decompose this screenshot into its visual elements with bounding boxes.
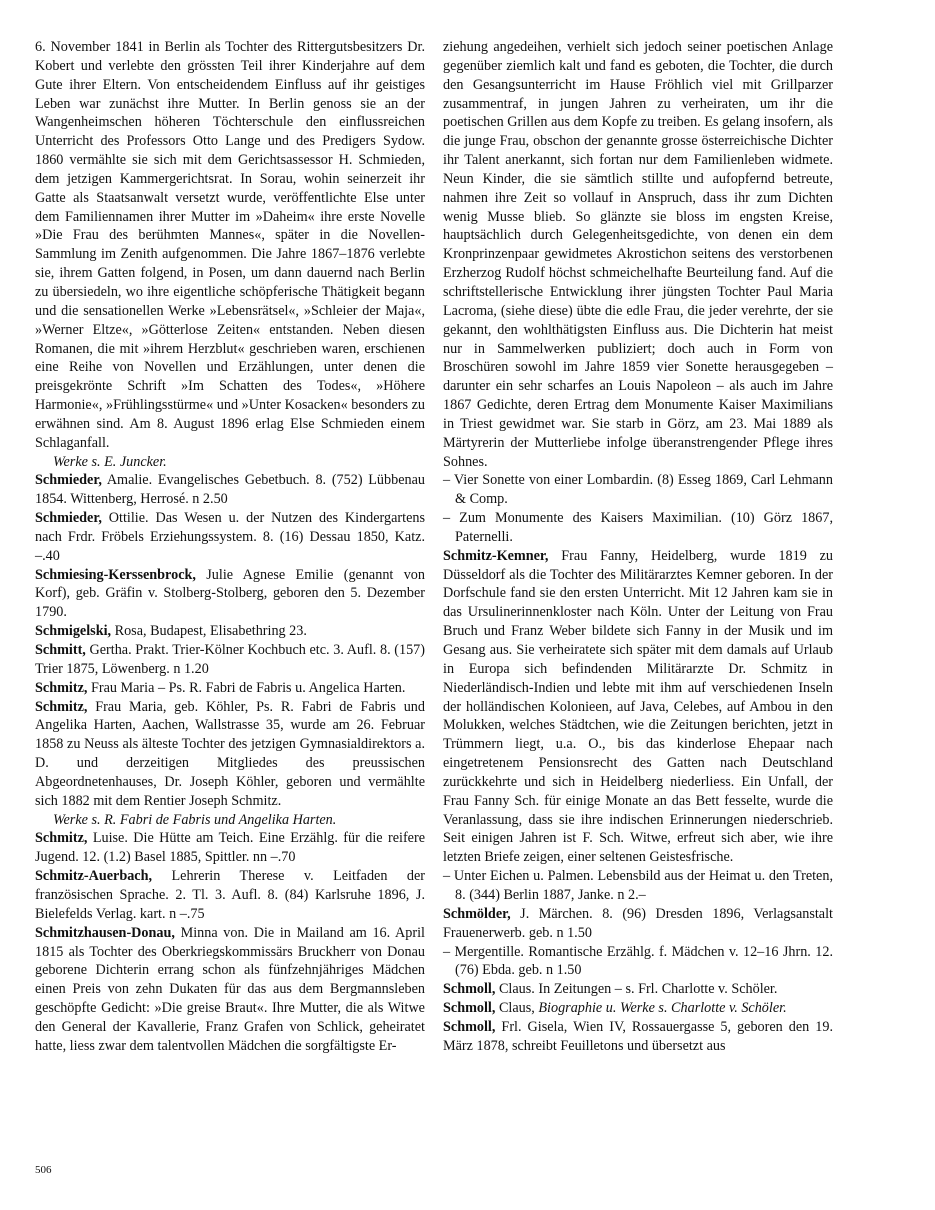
headword: Schmitz-Auerbach, (35, 868, 153, 885)
headword: Schmitzhausen-Donau, (35, 924, 175, 941)
headword: Schmölder, (443, 905, 511, 922)
entry-text: Frau Maria, geb. Köhler, Ps. R. Fabri de Fabris und Angelika Harten, Aachen, Wallstrasse 35, wurde am 26. Februar 1858 zu Neuss als älteste Tochter des jetzigen Gymnasialdirektors a. D. und derzeitigen Mitgliedes des preussischen Abgeordnetenhauses, Dr. Joseph Köhler, geboren und vermählte sich 1882 mit dem Rentier Joseph Schmitz. (35, 698, 425, 809)
entry-schmoelder (443, 905, 833, 943)
headword: Schmoll, (443, 981, 496, 998)
work-item: – Vier Sonette von einer Lombardin. (8) Esseg 1869, Carl Lehmann & Comp. (443, 472, 833, 508)
headword: Schmitt, (35, 642, 86, 658)
entry-text: Ottilie. Das Wesen u. der Nutzen des Kindergartens nach Frdr. Fröbels Erziehungssystem. 8. (16) Dessau 1850, Katz. –.40 (35, 510, 425, 564)
entry-schmoll-gisela (443, 1018, 833, 1056)
entry-text: Claus. In Zeitungen – s. Frl. Charlotte v. Schöler. (495, 981, 778, 998)
page-number: 506 (35, 1164, 52, 1176)
entry-schmiesing (35, 566, 425, 623)
entry-schmieder-ottilie (35, 509, 425, 566)
headword: Schmitz, (35, 830, 88, 847)
entry-text: Amalie. Evangelisches Gebetbuch. 8. (752) Lübbenau 1854. Wittenberg, Herrosé. n 2.50 (35, 472, 425, 508)
headword: Schmitz, (35, 698, 88, 715)
left-column (35, 38, 425, 1056)
entry-schmoll-claus-1 (443, 980, 833, 999)
entry-schmigelski (35, 622, 425, 641)
entry-schmitz-maria-ps (35, 679, 425, 698)
entry-schmitzhausen-donau (35, 924, 425, 1056)
entry-continuation: 6. November 1841 in Berlin als Tochter des Rittergutsbesitzers Dr. Kobert und verlebte den grössten Teil ihrer Kinderjahre auf dem Gute ihrer Eltern. Von entscheidendem Einfluss auf ihr geistiges Leben war zunächst ihre Mutter. In Berlin genoss sie an der Wangenheimschen höheren Töchterschule den einflussreichen Unterricht des Professors Otto Lange und des Predigers Sydow. 1860 vermählte sie sich mit dem Gerichtsassessor H. Schmieden, dem jetzigen Kammergerichtsrat. In Sorau, wohin seinerzeit ihr Gatte als Staatsanwalt versetzt wurde, veröffentlichte Else unter dem Familiennamen ihrer Mutter im »Daheim« ihre erste Novelle »Die Frau des berühmten Mannes«, später in die Novellen-Sammlung im Zenith aufgenommen. Die Jahre 1867–1876 verlebte sie, ihrem Gatten folgend, in Posen, um dann dauernd nach Berlin zu übersiedeln, wo ihre eigentliche schöpferische Thätigkeit begann und die sensationellen Werke »Lebensrätsel«, »Schleier der Maja«, »Werner Eltze«, »Götterlose Zeiten« entstanden. Neben diesen Romanen, die mit »ihrem Herzblut« geschrieben waren, erschienen eine Reihe von Novellen und Erzählungen, unter denen die preisgekrönte Schrift »Im Schatten des Todes«, »Höhere Harmonie«, »Frühlingsstürme« und »Unter Kosacken« besonders zu erwähnen sind. Am 8. August 1896 erlag Else Schmieden einem Schlaganfall. (35, 39, 425, 451)
entry-schmitz-maria (35, 698, 425, 811)
headword: Schmoll, (443, 1000, 496, 1017)
entry-text: Lehrerin Therese v. Leitfaden der französischen Sprache. 2. Tl. 3. Aufl. 8. (84) Karlsruhe 1896, J. Bielefelds Verlag. kart. n –.75 (35, 868, 425, 922)
headword: Schmitz, (35, 679, 88, 696)
entry-text: Julie Agnese Emilie (genannt von Korf), geb. Gräfin v. Stolberg-Stolberg, geboren den 5. Dezember 1790. (35, 566, 425, 621)
entry-schmitt (35, 641, 425, 679)
work-item: – Mergentille. Romantische Erzählg. f. Mädchen v. 12–16 Jhrn. 12. (76) Ebda. geb. n 1.50 (443, 943, 833, 979)
work-item: – Zum Monumente des Kaisers Maximilian. (10) Görz 1867, Paternelli. (443, 510, 833, 545)
entry-schmitz-auerbach (35, 867, 425, 924)
entry-text: J. Märchen. 8. (96) Dresden 1896, Verlagsanstalt Frauenerwerb. geb. n 1.50 (443, 905, 833, 941)
headword: Schmoll, (443, 1018, 496, 1035)
entry-schmitz-luise (35, 829, 425, 867)
headword: Schmigelski, (35, 623, 112, 640)
entry-text: Rosa, Budapest, Elisabethring 23. (111, 623, 307, 640)
entry-text: Minna von. Die in Mailand am 16. April 1815 als Tochter des Oberkriegskommissärs Bruckherr von Donau geborene Dichterin errang schon als fünfzehnjähriges Mädchen einen Preis von zehn Dukaten für das aus dem Bergmannsleben geschöpfte Gedicht: »Die greise Braut«. Ihre Mutter, die als Witwe den General der Kavallerie, Franz Grafen von Schlick, geheiratet hatte, liess zwar dem talentvollen Mädchen die sorgfältigste Er- (35, 924, 425, 1054)
headword: Schmiesing-Kerssenbrock, (35, 566, 196, 583)
entry-text: Gertha. Prakt. Trier-Kölner Kochbuch etc. 3. Aufl. 8. (157) Trier 1875, Löwenberg. n 1.20 (35, 642, 425, 677)
works-reference: Werke s. E. Juncker. (53, 453, 167, 470)
entry-text: Luise. Die Hütte am Teich. Eine Erzählg. für die reifere Jugend. 12. (1.2) Basel 1885, Spittler. nn –.70 (35, 830, 425, 866)
entry-schmoll-claus-2 (443, 999, 833, 1018)
entry-schmieder-amalie (35, 471, 425, 509)
headword: Schmitz-Kemner, (443, 547, 549, 564)
entry-text: Claus, (495, 1000, 539, 1017)
work-item: – Unter Eichen u. Palmen. Lebensbild aus der Heimat u. den Treten, 8. (344) Berlin 1887, Janke. n 2.– (443, 868, 833, 903)
entry-text: Frau Maria – Ps. R. Fabri de Fabris u. Angelica Harten. (87, 679, 406, 696)
headword: Schmieder, (35, 510, 102, 527)
entry-continuation: ziehung angedeihen, verhielt sich jedoch seiner poetischen Anlage gegenüber ziemlich kalt und fand es geboten, die Tochter, die durch den Gesangsunterricht im Hause Fröhlich viel mit Grillparzer zusammentraf, in jungen Jahren zu verheiraten, um ihr die poetischen Grillen aus dem Kopfe zu treiben. Es gelang insofern, als die junge Frau, obschon der genannte grosse österreichische Dichter ihr Talent anerkannt, sich fortan nur dem Familienleben widmete. Neun Kinder, die sie sämtlich stillte und aufopfernd betreute, nahmen ihre Zeit so vollauf in Anspruch, dass ihr zum Dichten wenig Musse blieb. So glänzte sie bloss im engsten Kreise, hauptsächlich durch Gelegenheitsgedichte, von denen ein dem Kronprinzenpaar gewidmetes Akrostichon seitens des verstorbenen Erzherzog Rudolf höchst schmeichelhafte Beurteilung fand. Auf die schriftstellerische Entwicklung ihrer jüngsten Tochter Paul Maria Lacroma, (siehe diese) übte die edle Frau, die jeder verehrte, der sie gekannt, den wohlthätigsten Einfluss aus. Die Dichterin hat meist nur in Sammelwerken publiziert; doch auch in Form von Broschüren sowohl im Jahre 1859 vier Sonette herausgegeben – darunter ein sehr scharfes an Louis Napoleon – als auch im Jahre 1867 Gedichte, deren Ertrag dem Monumente Kaiser Maximilians in Triest gewidmet war. Sie starb in Görz, am 23. Mai 1889 als Märtyrerin der Mutterliebe infolge überanstrengender Pflege ihres Sohnes. (443, 39, 833, 470)
works-reference: Werke s. R. Fabri de Fabris und Angelika Harten. (53, 811, 337, 828)
entry-text: Frl. Gisela, Wien IV, Rossauergasse 5, geboren den 19. März 1878, schreibt Feuilletons und übersetzt aus (443, 1018, 833, 1054)
entry-reference: Biographie u. Werke s. Charlotte v. Schöler. (538, 1000, 787, 1017)
headword: Schmieder, (35, 472, 102, 489)
entry-schmitz-kemner (443, 547, 833, 867)
right-column (443, 38, 833, 1056)
entry-text: Frau Fanny, Heidelberg, wurde 1819 zu Düsseldorf als die Tochter des Militärarztes Kemner geboren. In der Dorfschule fand sie den ersten Unterricht. Mit 12 Jahren kam sie in das Ursulinerinnenkloster nach Köln. Unter der Leitung von Frau Bruch und Franz Weber bildete sich Fanny in der Musik und im Gesang aus. Sie verheiratete sich später mit dem damals auf Urlaub in Europa sich befindenden Militärarzte Dr. Schmitz in Niederländisch-Indien und lebte mit ihm auf verschiedenen Inseln der holländischen Kolonieen, auf Java, Celebes, auf Ambou in den Molukken, welches Städtchen, wie die Zeitungen berichten, jetzt in Trümmern liegt, u.a. O., bis das kinderlose Ehepaar nach eingetretenem Pensionsrecht des Gatten nach Deutschland zurückkehrte und sich in Heidelberg niederliess. Ein Unfall, der Frau Fanny Sch. für einige Monate an das Bett fesselte, wurde die Veranlassung, dass sie ihre indischen Erinnerungen niederschrieb. Seit einigen Jahren ist F. Sch. Witwe, erfreut sich aber, wie ihre letzten Briefe zeigen, einer seltenen Geistesfrische. (443, 547, 833, 866)
